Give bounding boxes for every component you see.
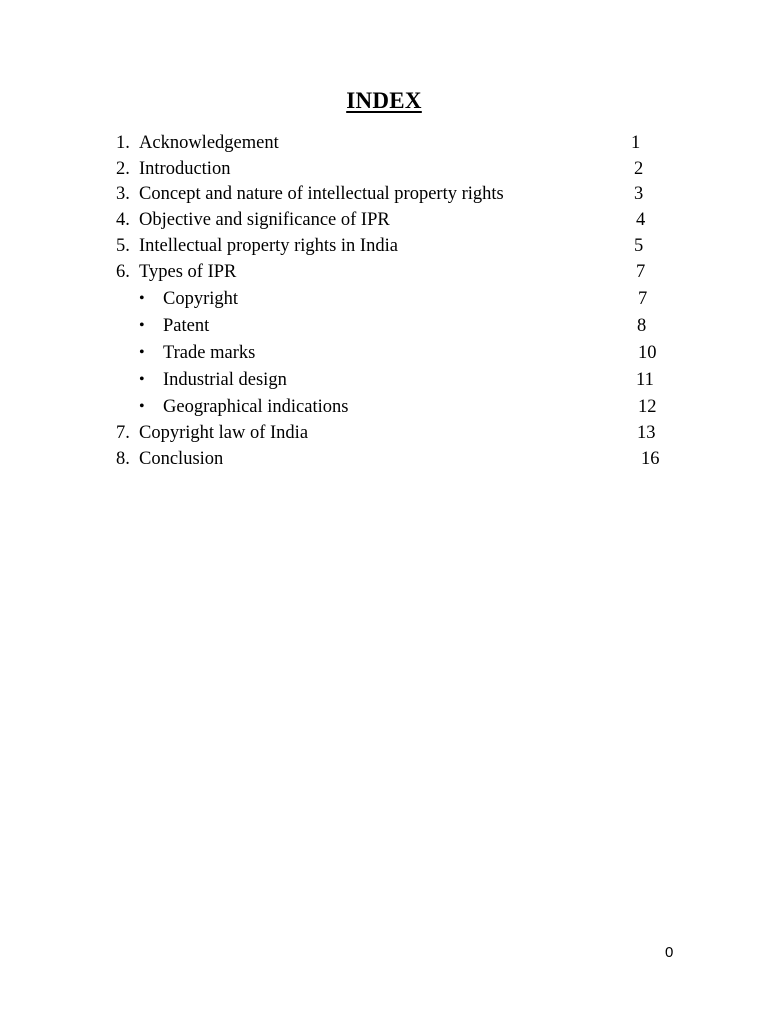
entry-page-number: 7 — [638, 289, 648, 309]
entry-page-number: 13 — [637, 423, 656, 443]
index-subentry — [0, 341, 768, 365]
bullet-marker: • — [139, 317, 145, 334]
entry-number: 7. — [116, 423, 130, 443]
bullet-marker: • — [139, 398, 145, 415]
entry-label: Concept and nature of intellectual property rights — [139, 184, 504, 204]
index-entry — [0, 447, 768, 471]
entry-label: Introduction — [139, 159, 231, 179]
index-entry — [0, 208, 768, 232]
entry-label: Copyright law of India — [139, 423, 309, 443]
entry-label: Patent — [163, 316, 210, 336]
entry-label: Geographical indications — [163, 397, 349, 417]
entry-number: 8. — [116, 449, 130, 469]
entry-label: Intellectual property rights in India — [139, 236, 398, 256]
index-title: INDEX — [346, 88, 422, 113]
index-entry — [0, 157, 768, 181]
entry-page-number: 12 — [638, 397, 657, 417]
entry-label: Types of IPR — [139, 262, 237, 282]
index-subentry — [0, 395, 768, 419]
index-subentry — [0, 314, 768, 338]
entry-label: Objective and significance of IPR — [139, 210, 390, 230]
entry-label: Acknowledgement — [139, 133, 279, 153]
entry-number: 5. — [116, 236, 130, 256]
entry-number: 4. — [116, 210, 130, 230]
entry-label: Copyright — [163, 289, 239, 309]
entry-number: 3. — [116, 184, 130, 204]
entry-page-number: 5 — [634, 236, 644, 256]
entry-page-number: 3 — [634, 184, 644, 204]
index-subentry — [0, 368, 768, 392]
entry-number: 1. — [116, 133, 130, 153]
bullet-marker: • — [139, 371, 145, 388]
entry-label: Conclusion — [139, 449, 224, 469]
entry-number: 2. — [116, 159, 130, 179]
bullet-marker: • — [139, 344, 145, 361]
index-subentry — [0, 287, 768, 311]
entry-page-number: 8 — [637, 316, 647, 336]
entry-page-number: 4 — [636, 210, 646, 230]
entry-page-number: 1 — [631, 133, 641, 153]
index-entry — [0, 260, 768, 284]
entry-label: Industrial design — [163, 370, 287, 390]
entry-page-number: 7 — [636, 262, 646, 282]
entry-page-number: 16 — [641, 449, 660, 469]
entry-page-number: 10 — [638, 343, 657, 363]
footer-page-number: 0 — [665, 944, 674, 961]
index-entry — [0, 131, 768, 155]
index-entry — [0, 182, 768, 206]
entry-page-number: 2 — [634, 159, 644, 179]
entry-page-number: 11 — [636, 370, 654, 390]
index-entry — [0, 421, 768, 445]
entry-label: Trade marks — [163, 343, 256, 363]
bullet-marker: • — [139, 290, 145, 307]
index-entry — [0, 234, 768, 258]
entry-number: 6. — [116, 262, 130, 282]
